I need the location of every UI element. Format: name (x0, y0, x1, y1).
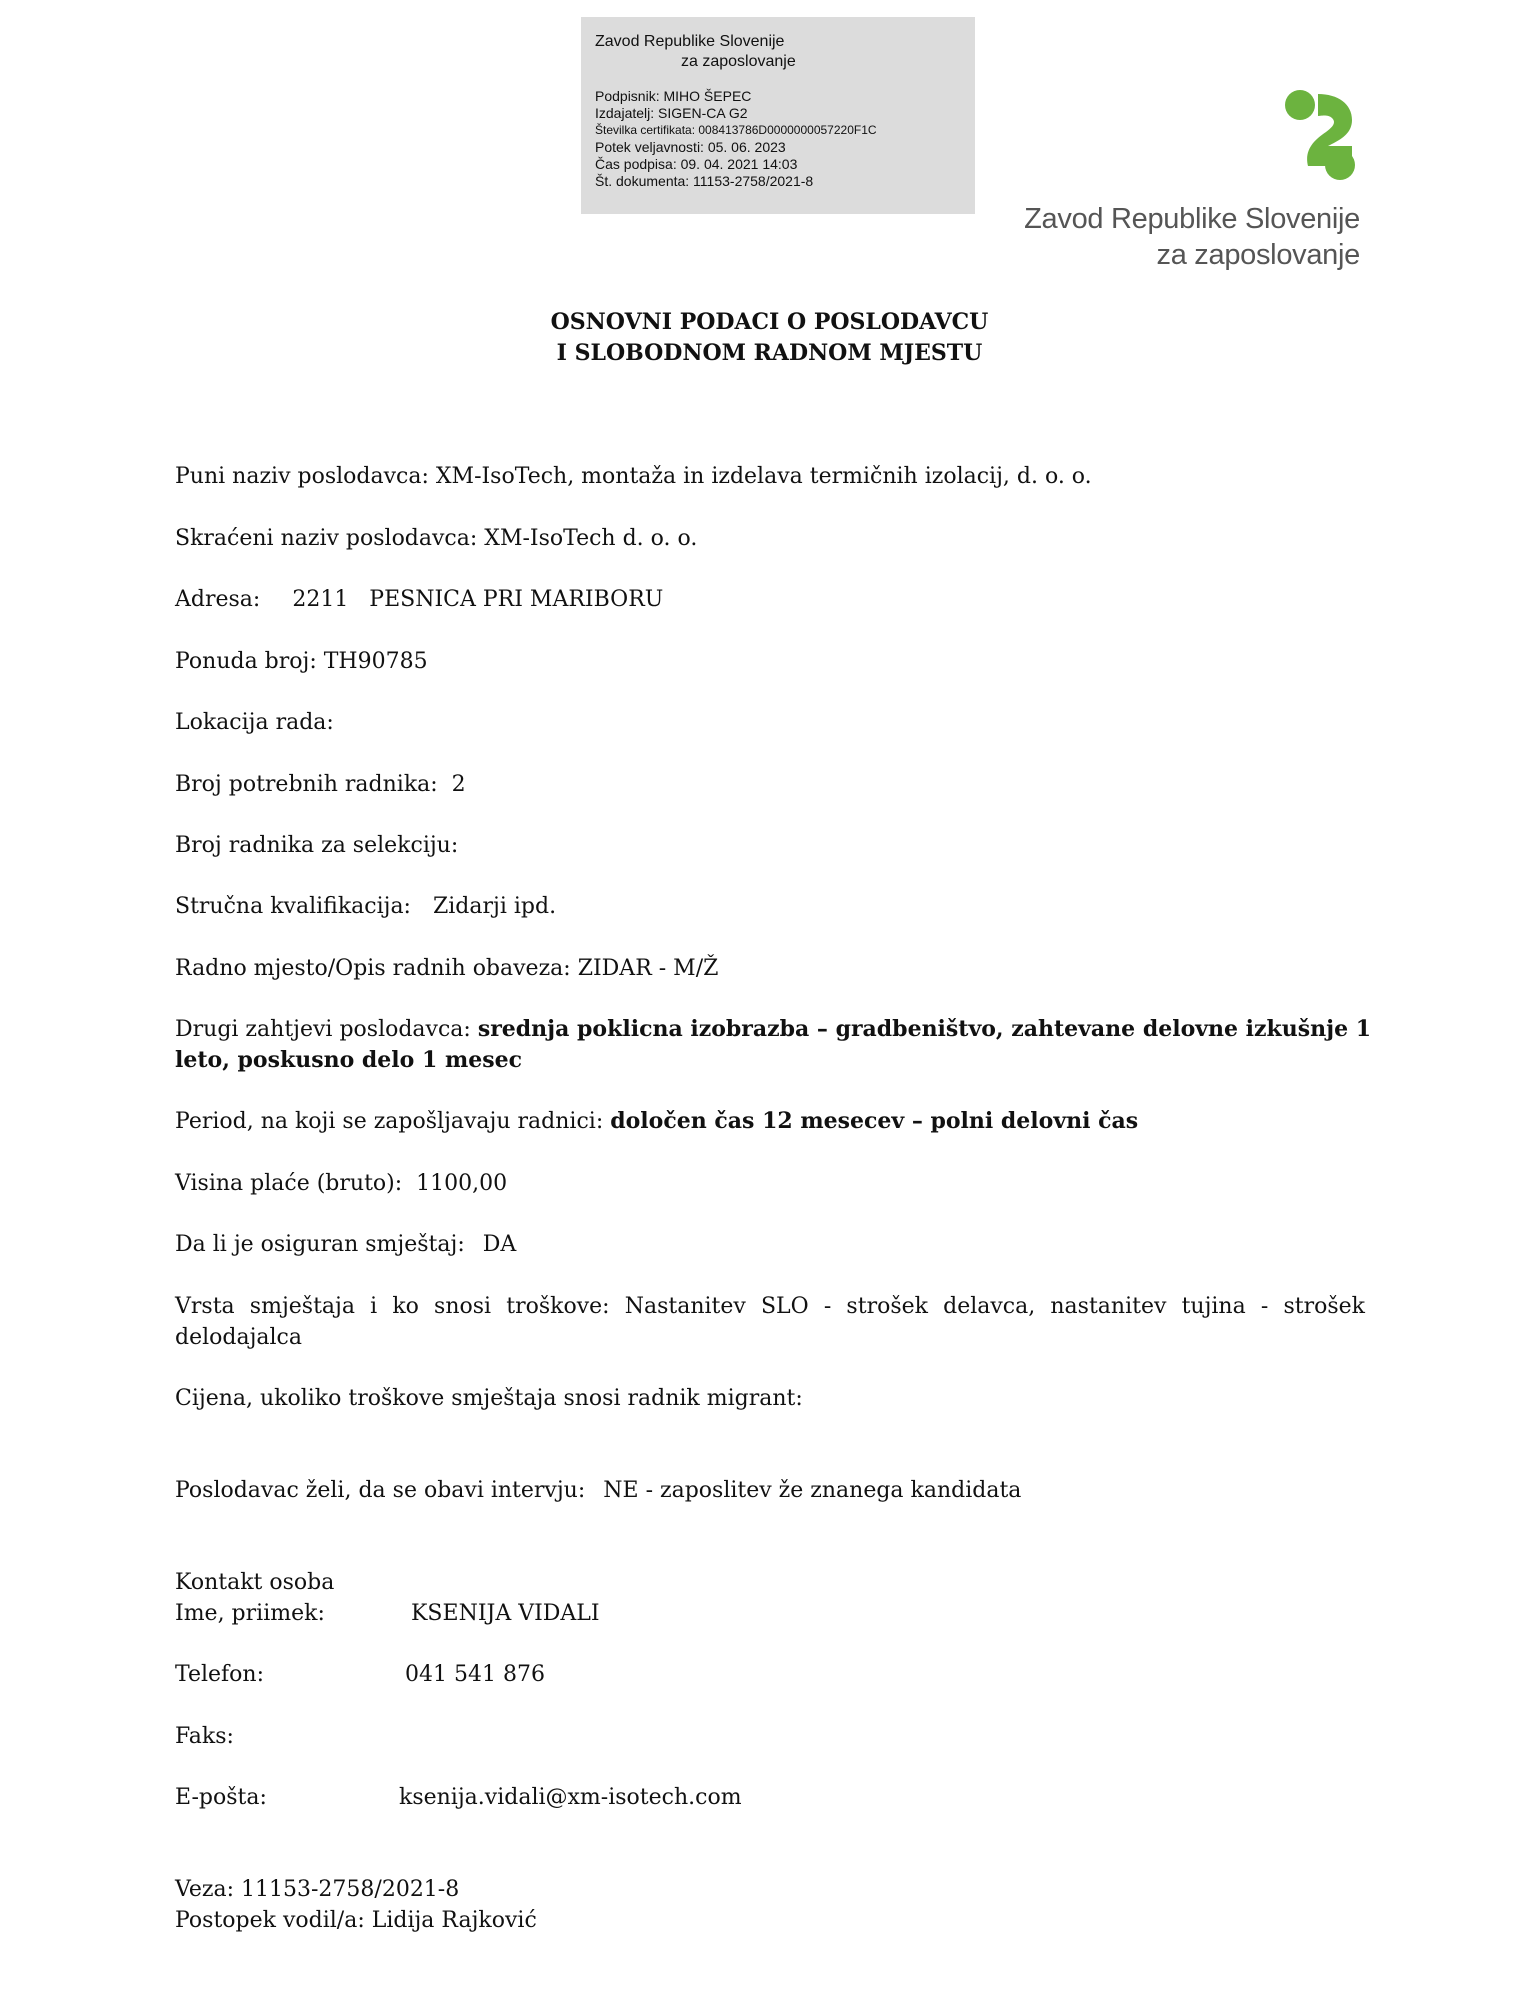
qualification-value: Zidarji ipd. (432, 894, 557, 919)
field-position: Radno mjesto/Opis radnih obaveza: ZIDAR - M/Ž (175, 956, 719, 981)
zrss-logo-icon (1280, 90, 1360, 180)
contact-email-value[interactable]: ksenija.vidali@xm-isotech.com (399, 1785, 742, 1810)
contact-name-value: KSENIJA VIDALI (411, 1601, 600, 1626)
period-value: določen čas 12 mesecev – polni delovni čas (610, 1108, 1139, 1134)
title-line2: I SLOBODNOM RADNOM MJESTU (556, 340, 983, 366)
contact-email-label: E-pošta: (175, 1785, 267, 1810)
signature-details (595, 88, 877, 190)
field-work-location: Lokacija rada: (175, 710, 334, 735)
signature-signer: Podpisnik: MIHO ŠEPEC (595, 88, 752, 104)
other-value-line1: srednja poklicna izobrazba – gradbeništvo, zahtevane delovne izkušnje 1 (477, 1016, 1372, 1042)
field-interview (175, 1475, 1021, 1506)
signature-valid-until: Potek veljavnosti: 05. 06. 2023 (595, 139, 786, 155)
signature-org-line1: Zavod Republike Slovenije (595, 33, 785, 50)
logo-text-line1: Zavod Republike Slovenije (1024, 203, 1360, 235)
accommodation-value: DA (482, 1232, 517, 1257)
field-salary: Visina plaće (bruto): 1100,00 (175, 1171, 508, 1196)
interview-label: Poslodavac želi, da se obavi intervju: (175, 1478, 586, 1503)
signature-cert-no: Številka certifikata: 008413786D0000000057220F1C (595, 123, 877, 137)
field-full-name: Puni naziv poslodavca: XM-IsoTech, montaža in izdelava termičnih izolacij, d. o. o. (175, 464, 1092, 489)
other-value-line2: leto, poskusno delo 1 mesec (175, 1047, 522, 1073)
field-price: Cijena, ukoliko troškove smještaja snosi radnik migrant: (175, 1386, 803, 1411)
footer-reference: Veza: 11153-2758/2021-8 (175, 1877, 460, 1902)
field-accommodation (175, 1229, 516, 1260)
field-accommodation-type (175, 1291, 1365, 1353)
qualification-label: Stručna kvalifikacija: (175, 894, 411, 919)
field-short-name: Skraćeni naziv poslodavca: XM-IsoTech d. o. o. (175, 526, 698, 551)
field-qualification (175, 891, 556, 922)
document-title (0, 307, 1539, 369)
logo-text-line2: za zaposlovanje (1156, 239, 1360, 271)
signature-doc-no: Št. dokumenta: 11153-2758/2021-8 (595, 173, 814, 189)
address-label: Adresa: (175, 587, 261, 612)
field-offer-number: Ponuda broj: TH90785 (175, 649, 428, 674)
address-value: 2211 PESNICA PRI MARIBORU (292, 587, 664, 612)
accommodation-type-line2: delodajalca (175, 1325, 302, 1350)
field-other-requirements (175, 1014, 1371, 1076)
other-label: Drugi zahtjevi poslodavca: (175, 1017, 478, 1042)
field-address (175, 584, 663, 615)
signature-issuer: Izdajatelj: SIGEN-CA G2 (595, 105, 748, 121)
signature-org-line2: za zaposlovanje (681, 53, 796, 70)
contact-fax-label: Faks: (175, 1724, 234, 1749)
contact-phone-label: Telefon: (175, 1662, 265, 1687)
digital-signature-stamp (581, 17, 975, 214)
contact-name-label: Ime, priimek: (175, 1601, 325, 1626)
accommodation-label: Da li je osiguran smještaj: (175, 1232, 465, 1257)
interview-value: NE - zaposlitev že znanega kandidata (603, 1478, 1022, 1503)
field-workers-selection: Broj radnika za selekciju: (175, 833, 459, 858)
title-line1: OSNOVNI PODACI O POSLODAVCU (550, 309, 989, 335)
contact-phone-value: 041 541 876 (405, 1662, 545, 1687)
period-label: Period, na koji se zapošljavaju radnici: (175, 1109, 611, 1134)
field-employment-period (175, 1106, 1138, 1137)
field-workers-needed: Broj potrebnih radnika: 2 (175, 772, 466, 797)
signature-signed-at: Čas podpisa: 09. 04. 2021 14:03 (595, 156, 798, 172)
footer-handled-by: Postopek vodil/a: Lidija Rajković (175, 1908, 537, 1933)
contact-heading: Kontakt osoba (175, 1570, 335, 1595)
accommodation-type-line1: Vrsta smještaja i ko snosi troškove: Nastanitev SLO - strošek delavca, nastanitev tujina - strošek (175, 1294, 1365, 1319)
